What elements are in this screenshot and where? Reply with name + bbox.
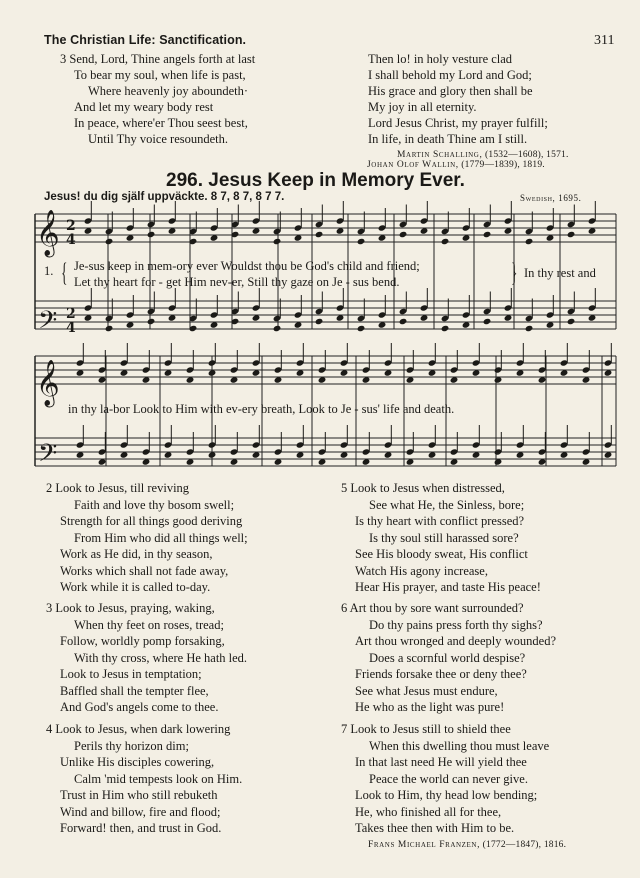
stanza-line: Calm 'mid tempests look on Him.	[74, 771, 243, 786]
stanza-line: Look to Jesus in temptation;	[60, 667, 202, 681]
stanza-line: 3 Look to Jesus, praying, waking,	[46, 601, 215, 615]
stanza-line: Hear His prayer, and taste His peace!	[355, 580, 541, 594]
stanza-line: Faith and love thy bosom swell;	[74, 497, 235, 512]
stanza-line: Until Thy voice resoundeth.	[88, 132, 229, 146]
stanza-line: 5 Look to Jesus when distressed,	[341, 481, 505, 495]
stanza-line: 3 Send, Lord, Thine angels forth at last	[60, 52, 256, 66]
stanza-line: Baffled shall the tempter flee,	[60, 683, 209, 698]
brace-icon: {	[61, 258, 68, 287]
stanza-line: Works which shall not fade away,	[60, 563, 229, 578]
stanza-line: 4 Look to Jesus, when dark lowering	[46, 722, 231, 736]
stanza-line: Work while it is called to-day.	[60, 580, 211, 594]
stanza-line: With thy cross, where He hath led.	[74, 650, 248, 665]
stanza-line: See what Jesus must endure,	[355, 683, 498, 698]
stanza-line: Art thou wronged and deeply wounded?	[355, 634, 556, 648]
svg-text:𝄞: 𝄞	[36, 210, 60, 256]
author-dates: (1532—1608), 1571.	[485, 150, 569, 160]
stanza-line: Work as He did, in thy season,	[60, 547, 213, 561]
brace-icon: }	[511, 258, 518, 287]
author-dates: (1772—1847), 1816.	[482, 840, 567, 850]
stanza-line: 2 Look to Jesus, till reviving	[46, 481, 190, 495]
stanza-line: My joy in all eternity.	[368, 100, 477, 114]
stanza-line: When this dwelling thou must leave	[369, 738, 550, 753]
svg-text:𝄞: 𝄞	[36, 360, 60, 406]
author-name: Martin Schalling,	[397, 150, 483, 160]
lyric-line: Let thy heart for - get Him nev-er, Still thy gaze on Je - sus bend.	[74, 275, 400, 289]
running-head: The Christian Life: Sanctification.	[44, 33, 247, 47]
tune-source: Swedish, 1695.	[520, 193, 582, 203]
stanza-line: See what He, the Sinless, bore;	[369, 497, 525, 512]
tune-name: Jesus! du dig själf uppväckte. 8 7, 8 7, 8 7 7.	[44, 191, 285, 203]
stanza-line: Friends forsake thee or deny thee?	[355, 667, 527, 681]
svg-text:4: 4	[66, 232, 76, 248]
stanza-line: And let my weary body rest	[74, 100, 214, 114]
stanza-line: Look to Him, thy head low bending;	[355, 788, 538, 802]
stanza-line: Then lo! in holy vesture clad	[368, 52, 513, 66]
stanza-line: From Him who did all things well;	[74, 530, 248, 545]
stanza-line: And God's angels come to thee.	[60, 700, 219, 714]
stanza-line: Do thy pains press forth thy sighs?	[369, 617, 543, 632]
author-name: Frans Michael Franzen,	[368, 840, 481, 850]
stanza-line: In peace, where'er Thou seest best,	[74, 116, 248, 130]
stanza-line: He who as the light was pure!	[355, 700, 505, 714]
author-name: Johan Olof Wallin,	[367, 160, 459, 170]
stanza-line: Lord Jesus Christ, my prayer fulfill;	[368, 116, 548, 130]
svg-text:2: 2	[66, 306, 76, 322]
stanza-line: Is thy heart with conflict pressed?	[355, 514, 525, 528]
stanza-line: Takes thee then with Him to be.	[355, 821, 515, 835]
stanza-line: I shall behold my Lord and God;	[368, 68, 532, 82]
stanza-line: See His bloody sweat, His conflict	[355, 547, 528, 561]
svg-text:𝄢: 𝄢	[38, 306, 58, 341]
stanza-line: Trust in Him who still rebuketh	[60, 788, 218, 802]
stanza-line: 7 Look to Jesus still to shield thee	[341, 722, 511, 736]
stanza-line: Wind and billow, fire and flood;	[60, 804, 221, 819]
stanza-line: Watch His agony increase,	[355, 563, 488, 578]
stanza-line: Perils thy horizon dim;	[74, 738, 189, 753]
svg-text:4: 4	[66, 320, 76, 336]
stanza-line: 6 Art thou by sore want surrounded?	[341, 601, 524, 615]
svg-text:𝄢: 𝄢	[38, 439, 58, 474]
stanza-line: Unlike His disciples cowering,	[60, 755, 215, 769]
author-dates: (1779—1839), 1819.	[461, 160, 545, 170]
page-number: 311	[594, 33, 615, 48]
stanza-line: Strength for all things good deriving	[60, 514, 243, 528]
lyric-line: Je-sus keep in mem-ory ever Wouldst thou be God's child and friend;	[74, 259, 420, 273]
author-credit	[368, 840, 566, 850]
stanza-line: To bear my soul, when life is past,	[74, 68, 246, 82]
stanza-line: His grace and glory then shall be	[368, 84, 533, 98]
stanza-line: In that last need He will yield thee	[355, 755, 527, 769]
verse-number: 1.	[44, 264, 54, 278]
stanza-line: Peace the world can never give.	[369, 771, 528, 786]
stanza-line: Forward! then, and trust in God.	[60, 821, 222, 835]
stanza-line: He, who finished all for thee,	[355, 804, 502, 819]
stanza-line: Does a scornful world despise?	[369, 650, 526, 665]
stanza-line: When thy feet on roses, tread;	[74, 617, 224, 632]
stanza-line: Where heavenly joy aboundeth·	[88, 84, 249, 98]
stanza-line: Is thy soul still harassed sore?	[369, 530, 519, 545]
lyric-line: in thy la-bor Look to Him with ev-ery breath, Look to Je - sus' life and death.	[68, 402, 455, 416]
svg-text:2: 2	[66, 218, 76, 234]
stanza-line: Follow, worldly pomp forsaking,	[60, 634, 225, 648]
lyric-line: In thy rest and	[524, 266, 596, 280]
hymn-title: 296. Jesus Keep in Memory Ever.	[166, 170, 465, 191]
stanza-line: In life, in death Thine am I still.	[368, 132, 528, 146]
